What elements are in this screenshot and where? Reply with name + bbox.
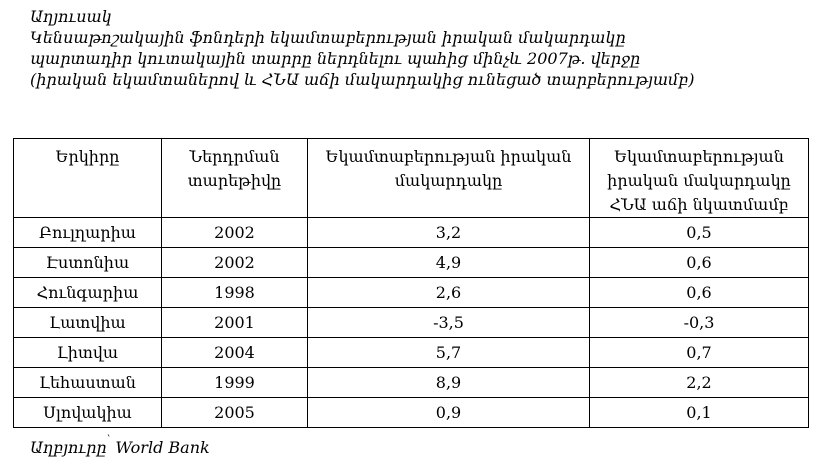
table-row <box>14 308 809 338</box>
cell-year: 2005 <box>162 398 308 428</box>
cell-country: Էստոնիա <box>14 248 162 278</box>
cell-country: Սլովակիա <box>14 398 162 428</box>
header-return-vs-gdp: Եկամտաբերության իրական մակարդակը ՀՆԱ աճի նկատմամբ <box>590 139 809 218</box>
table-row <box>14 338 809 368</box>
cell-year: 2004 <box>162 338 308 368</box>
table-caption <box>30 6 820 90</box>
cell-country: Հունգարիա <box>14 278 162 308</box>
cell-year: 2002 <box>162 218 308 248</box>
caption-line-2: պարտադիր կուտակային տարրը ներդնելու պահից մինչև 2007թ. վերջը <box>30 49 641 68</box>
cell-return-vs-gdp: 2,2 <box>590 368 809 398</box>
pension-returns-table <box>13 138 809 428</box>
caption-line-1: Կենսաթոշակային ֆոնդերի եկամտաբերության իրական մակարդակը <box>30 28 626 47</box>
cell-year: 1998 <box>162 278 308 308</box>
cell-return-vs-gdp: 0,6 <box>590 278 809 308</box>
cell-return-vs-gdp: 0,6 <box>590 248 809 278</box>
table-row <box>14 368 809 398</box>
header-real-return: Եկամտաբերության իրական մակարդակը <box>308 139 590 218</box>
cell-real-return: -3,5 <box>308 308 590 338</box>
source-mark: ՝ <box>106 434 111 446</box>
cell-year: 1999 <box>162 368 308 398</box>
caption-label: Աղյուսակ <box>30 7 112 26</box>
cell-year: 2002 <box>162 248 308 278</box>
table-row <box>14 248 809 278</box>
source-label: Աղբյուրը <box>30 438 107 457</box>
cell-real-return: 5,7 <box>308 338 590 368</box>
cell-country: Լատվիա <box>14 308 162 338</box>
cell-real-return: 3,2 <box>308 218 590 248</box>
table-row <box>14 278 809 308</box>
cell-return-vs-gdp: 0,5 <box>590 218 809 248</box>
source-note <box>30 434 210 457</box>
table-header-row <box>14 139 809 218</box>
header-country: Երկիրը <box>14 139 162 218</box>
cell-return-vs-gdp: 0,7 <box>590 338 809 368</box>
cell-real-return: 4,9 <box>308 248 590 278</box>
cell-country: Լեհաստան <box>14 368 162 398</box>
caption-line-3: (իրական եկամտաներով և ՀՆԱ աճի մակարդակից ունեցած տարբերությամբ) <box>30 70 695 89</box>
cell-return-vs-gdp: -0,3 <box>590 308 809 338</box>
source-name: World Bank <box>115 438 210 457</box>
table-row <box>14 398 809 428</box>
cell-return-vs-gdp: 0,1 <box>590 398 809 428</box>
cell-year: 2001 <box>162 308 308 338</box>
cell-real-return: 8,9 <box>308 368 590 398</box>
header-year: Ներդրման տարեթիվը <box>162 139 308 218</box>
table-row <box>14 218 809 248</box>
cell-country: Լիտվա <box>14 338 162 368</box>
cell-real-return: 2,6 <box>308 278 590 308</box>
cell-country: Բուլղարիա <box>14 218 162 248</box>
cell-real-return: 0,9 <box>308 398 590 428</box>
